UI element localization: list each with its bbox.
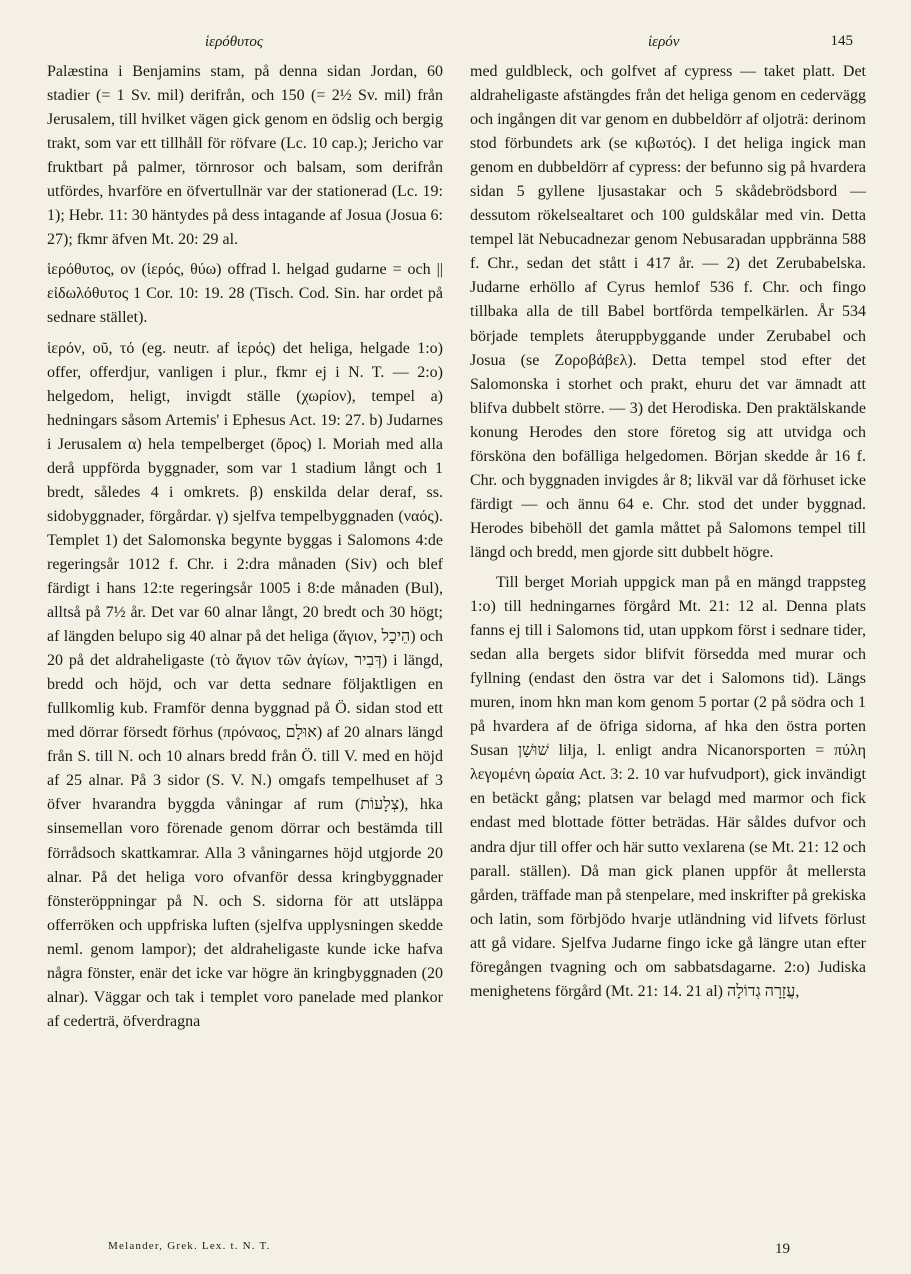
signature-mark: 19 [775, 1241, 790, 1257]
running-head-right: ἱερόν [648, 34, 680, 50]
page-number: 145 [830, 33, 853, 49]
entry-hieron-moriah: Till berget Moriah uppgick man på en mängd trappsteg 1:o) till hedningarnes förgård Mt. 21: 12 al. Denna plats fanns ej till i Salomons tid, utan uppkom först i sednare tider, sedan alla bergets sidor blifvit försedda med murar och fyllning (endast den östra var det i Salomons tid). Längs muren, inom hkn man kom genom 5 portar (2 på södra och 1 på hvardera af de öfriga sidorna, af hka den östra porten Susan שׁוּשַׁן lilja, l. enligt andra Nicanorsporten = πύλη λεγομένη ὡραία Act. 3: 2. 10 var hufvudport), gick invändigt en betäckt gång; platsen var belagd med marmor och fick endast med blottade fötter beträdas. Här såldes dufvor och andra djur till offer och här sutto vexlarena (se Mt. 21: 12 och parall. ställen). Då man gick planen uppför åt mellersta gården, träffade man på stenpelare, med inskrifter på grekiska och latin, som förbjödo hvarje utländning vid lifvets förlust att gå vidare. Sjelfva Judarne fingo icke gå längre utan efter föregången tvagning och om sabbatsdagarne. 2:o) Judiska menighetens förgård (Mt. 21: 14. 21 al) עֲזָרָה גְדוֹלָה, [470, 573, 866, 1000]
left-column [47, 60, 443, 1034]
running-head-left: ἱερόθυτος [205, 34, 263, 50]
entry-hierothytos: ἱερόθυτος, ον (ἱερός, θύω) offrad l. helgad gudarne = och || εἰδωλόθυτος 1 Cor. 10: 19. 28 (Tisch. Cod. Sin. har ordet på sednare stället). [47, 261, 443, 327]
entry-hieron-continued: med guldbleck, och golfvet af cypress — taket platt. Det aldraheligaste afstängdes från det heliga genom en cedervägg och ingången dit var genom en dubbeldörr af oljoträ: derinom stod förbundets ark (se κιβωτός). I det heliga ingick man genom en dubbeldörr af cypress: der befunno sig på hvardera sidan 5 gyllene ljusastakar och 5 skådebrödsbord — dessutom rökelsealtaret och 100 guldskålar med vin. Detta tempel lät Nebucadnezar genom Nebusaradan uppbränna 588 f. Chr., sedan det stått i 417 år. — 2) det Zerubabelska. Judarne erhöllo af Cyrus hemlof 536 f. Chr. och fingo tillbaka alla de till Babel bortförda tempelkärlen. År 534 började templets återuppbyggande under Zerubabel och Josua (se Ζοροβάβελ). Detta tempel stod efter det Salomonska i storhet och prakt, ehuru det var ämnadt att blifva dubbelt större. — 3) det Herodiska. Den praktälskande konung Herodes den store företog sig att utvidga och försköna den bofälliga helgedomen. Början skedde år 16 f. Chr. och byggnaden invigdes år 8; likväl var då förhuset icke färdigt — och ännu 64 e. Chr. stod det under byggnad. Herodes bibehöll det gamla måttet på Salomons tempel till längd och bredd, men gjorde sitt dubbelt högre. [470, 63, 866, 561]
entry-hieron: ἱερόν, οῦ, τό (eg. neutr. af ἱερός) det heliga, helgade 1:o) offer, offerdjur, vanligen i plur., fkmr ej i N. T. — 2:o) helgedom, heligt, invigdt ställe (χωρίον), tempel a) hedningars såsom Artemis' i Ephesus Act. 19: 27. b) Judarnes i Jerusalem α) hela tempelberget (ὄρος) l. Moriah med alla derå uppförda byggnader, som var 1 stadium långt och 1 bredt, således 4 i omkrets. β) enskilda delar deraf, ss. sidobyggnader, förgårdar. γ) sjelfva tempelbyggnaden (ναός). Templet 1) det Salomonska begynte byggas i Salomons 4:de regeringsår 1012 f. Chr. i 2:dra månaden (Siv) och blef färdigt i hans 12:te regeringsår 1005 i 8:de månaden (Bul), alltså på 7½ år. Det var 60 alnar långt, 20 bredt och 30 högt; af längden belupo sig 40 alnar på det heliga (ἅγιον, הֵיכָל) och 20 på det aldraheligaste (τὸ ἅγιον τῶν ἁγίων, דְּבִיר) i längd, bredd och höjd, och var detta sednare följaktligen en fullkomlig kub. Framför denna byggnad på Ö. sidan stod ett med dörrar försedt förhus (πρόναος, אוּלָם) af 20 alnars längd från S. till N. och 10 alnars bredd från Ö. till V. med en höjd af 25 alnar. På 3 sidor (S. V. N.) omgafs tempelhuset af 3 öfver hvarandra byggda våningar af rum (צְלָעוֹת), hka sinsemellan voro förenade genom dörrar och bestämda till förrådsoch skattkamrar. Alla 3 våningarnes höjd utgjorde 20 alnar. På det heliga voro ofvanför dessa kringbyggnader fönsteröppningar på N. och S. sidorna för att utsläppa offerröken och uppfriska luften (sjelfva upplysningen skedde neml. genom lampor); det aldraheligaste kunde icke hafva några fönster, enär det icke var högre än kringbyggnaden (20 alnar). Väggar och tak i templet voro panelade med plankor af cederträ, öfverdragna [47, 339, 444, 1030]
right-column [470, 60, 866, 1004]
entry-continuation-jericho: Palæstina i Benjamins stam, på denna sidan Jordan, 60 stadier (= 1 Sv. mil) derifrån, och 150 (= 2½ Sv. mil) från Jerusalem, till hvilket vägen gick genom en ödslig och bergig trakt, som var ett tillhåll för röfvare (Lc. 10 cap.); Jericho var fruktbart på palmer, törnrosor och balsam, som derifrån utfördes, hvarföre en öfvertullnär var der stationerad (Lc. 19: 1); Hebr. 11: 30 häntydes på dess intagande af Josua (Josua 6: 27); fkmr äfven Mt. 20: 29 al. [47, 63, 443, 249]
printer-imprint: Melander, Grek. Lex. t. N. T. [108, 1240, 271, 1252]
